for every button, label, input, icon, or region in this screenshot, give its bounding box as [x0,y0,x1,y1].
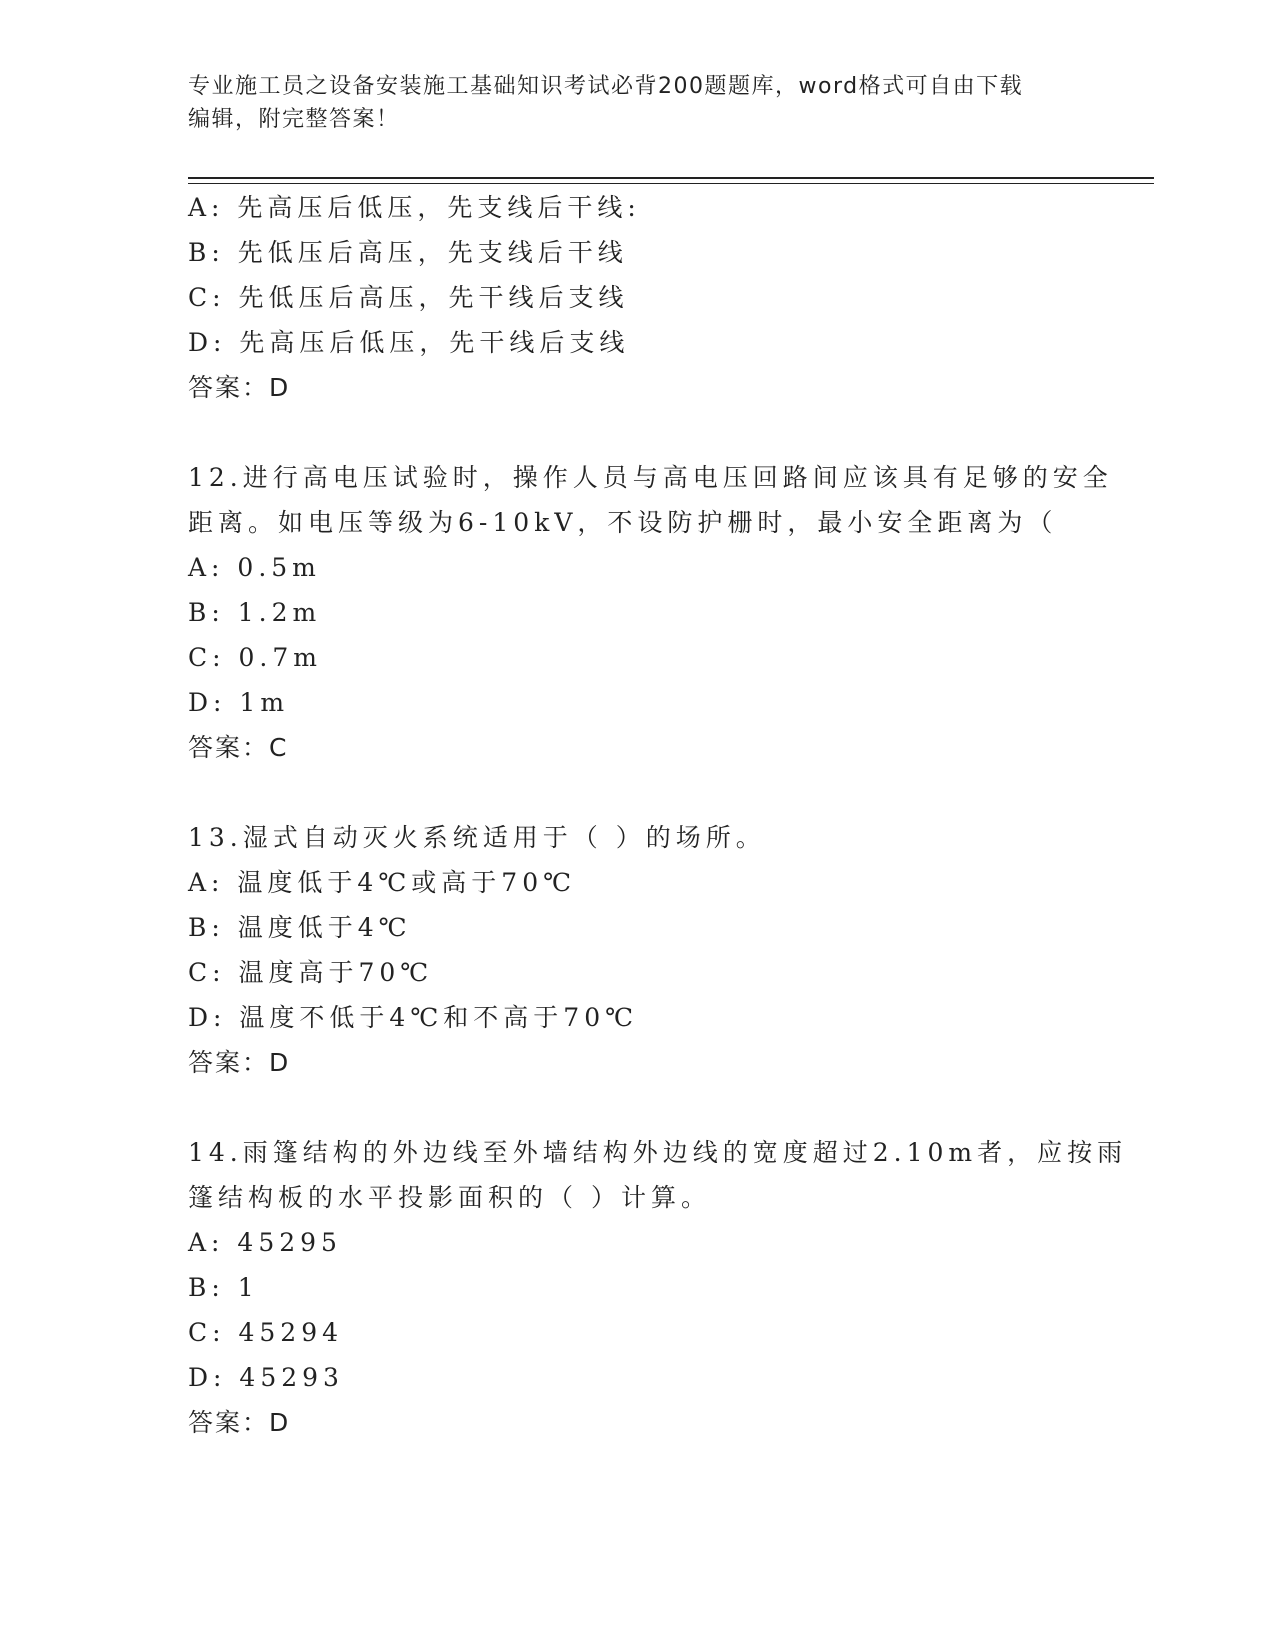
q11-answer: 答案：D [188,373,291,402]
header-divider-thin [188,183,1154,184]
q13-option-a: A: 温度低于4℃或高于70℃ [188,868,577,897]
q12-option-c: C: 0.7m [188,643,322,672]
q11-option-b: B: 先低压后高压，先支线后干线 [188,238,628,267]
q11-option-c: C: 先低压后高压，先干线后支线 [188,283,629,312]
q11-option-d: D: 先高压后低压，先干线后支线 [188,328,630,357]
q14-option-a: A: 45295 [188,1228,342,1257]
header-title-line-1: 专业施工员之设备安装施工基础知识考试必背200题题库，word格式可自由下载 [188,74,1024,99]
q13-option-b: B: 温度低于4℃ [188,913,412,942]
q14-stem-line-1: 14.雨篷结构的外边线至外墙结构外边线的宽度超过2.10m者，应按雨 [188,1138,1128,1167]
header-divider [188,177,1154,179]
q12-answer: 答案：C [188,733,289,762]
q12-option-a: A: 0.5m [188,553,321,582]
header-title-line-2: 编辑，附完整答案！ [188,107,400,132]
q14-answer: 答案：D [188,1408,291,1437]
q14-stem-line-2: 篷结构板的水平投影面积的（ ）计算。 [188,1183,711,1212]
q14-option-c: C: 45294 [188,1318,344,1347]
q12-option-d: D: 1m [188,688,290,717]
q12-stem-line-1: 12.进行高电压试验时，操作人员与高电压回路间应该具有足够的安全 [188,463,1113,492]
q11-option-a: A: 先高压后低压，先支线后干线: [188,193,641,222]
q12-stem-line-2: 距离。如电压等级为6-10kV，不设防护栅时，最小安全距离为（ [188,508,1058,537]
q14-option-d: D: 45293 [188,1363,344,1392]
q14-option-b: B: 1 [188,1273,259,1302]
document-header [188,70,1068,136]
q13-answer: 答案：D [188,1048,291,1077]
q13-option-c: C: 温度高于70℃ [188,958,434,987]
q13-option-d: D: 温度不低于4℃和不高于70℃ [188,1003,639,1032]
q13-stem-line-1: 13.湿式自动灭火系统适用于（ ）的场所。 [188,823,766,852]
q12-option-b: B: 1.2m [188,598,322,627]
